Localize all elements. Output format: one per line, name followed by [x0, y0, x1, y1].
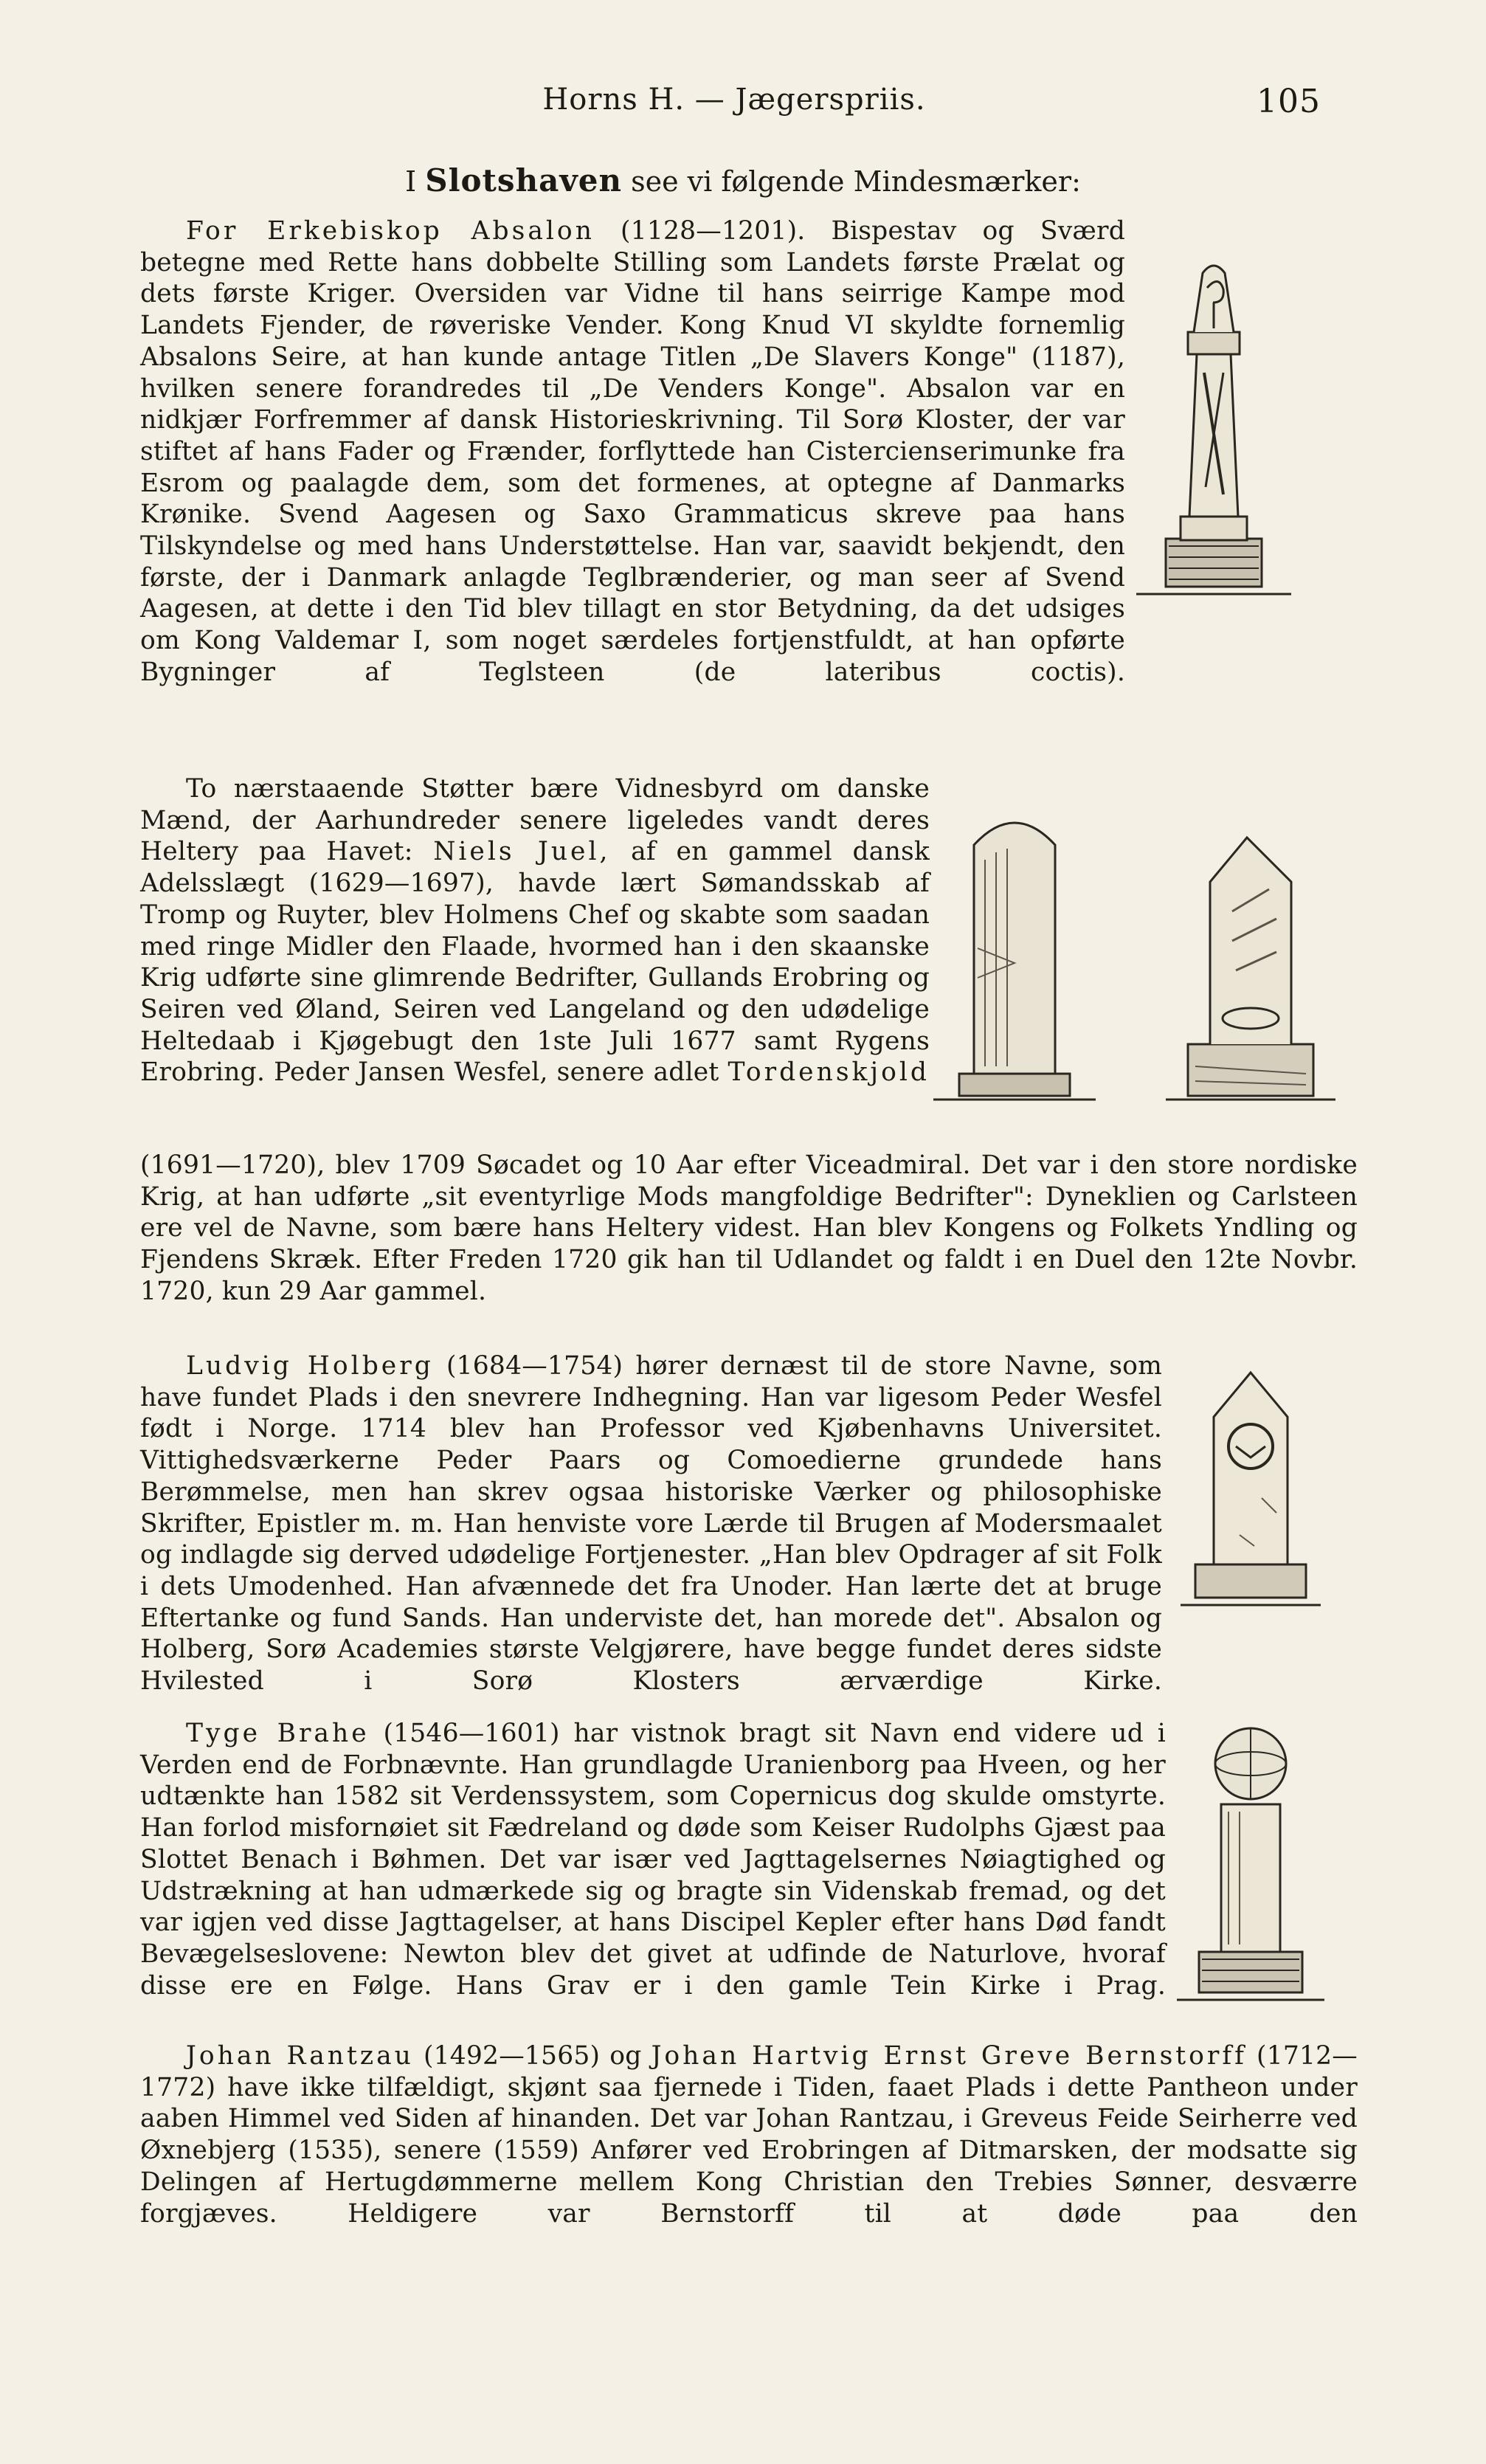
name-rantzau: Johan Rantzau — [186, 2041, 414, 2071]
text-tordenskjold: (1691—1720), blev 1709 Søcadet og 10 Aar efter Viceadmiral. Det var i den store nordiske Krig, at han udførte „sit eventyrlige Mods mangfoldige Bedrifter": Dyneklien og Carlsteen ere vel de Navne, som bære hans Heltery videst. Han blev Kongens og Folkets Yndling og Fjendens Skræk. Efter Freden 1720 gik han til Udlandet og faldt i en Duel den 12te Novbr. 1720, kun 29 Aar gammel. — [140, 1150, 1358, 1306]
page-header — [148, 83, 1321, 120]
name-brahe: Tyge Brahe — [186, 1719, 370, 1748]
name-holberg: Ludvig Holberg — [186, 1351, 434, 1381]
paragraph-absalon — [140, 215, 1125, 689]
broken-column-monument-icon — [1166, 823, 1335, 1103]
name-juel: Niels Juel, — [433, 837, 611, 867]
paragraph-rantzau — [140, 2040, 1358, 2229]
text-holberg: (1684—1754) hører dernæst til de store Navne, som have fundet Plads i den snevrere Indhegning. Han var ligesom Peder Wesfel født i Norge. 1714 blev han Professor ved Kjøbenhavns Universitet. Vittighedsværkerne Peder Paars og Comoedierne grundede hans Berømmelse, men han skrev ogsaa historiske Værker og philosophiske Skrifter, Epistler m. m. Han henviste vore Lærde til Brugen af Modersmaalet og indlagde sig derved udødelige Fortjenester. „Han blev Opdrager af sit Folk i dets Umodenhed. Han afvænnede det fra Unoder. Han lærte det at bruge Eftertanke og fund Sands. Han underviste det, han morede det". Absalon og Holberg, Sorø Academies største Velgjørere, have begge fundet deres sidste Hvilested i Sorø Klosters ærværdige Kirke. — [140, 1351, 1162, 1697]
text-rantzau-a: (1492—1565) og — [423, 2041, 642, 2071]
text-absalon: (1128—1201). Bispestav og Sværd betegne med Rette hans dobbelte Stilling som Landets første Prælat og dets første Kriger. Oversiden var Vidne til hans seirrige Kampe mod Landets Fjender, de røveriske Vender. Kong Knud VI skyldte fornemlig Absalons Seire, at han kunde antage Titlen „De Slavers Konge" (1187), hvilken senere forandredes til „De Venders Konge". Absalon var en nidkjær Forfremmer af dansk Historieskrivning. Til Sorø Kloster, der var stiftet af hans Fader og Frænder, forflyttede han Cistercienserimunke fra Esrom og paalagde dem, som det formenes, at optegne af Danmarks Krønike. Svend Aagesen og Saxo Grammaticus skreve paa hans Tilskyndelse og med hans Understøttelse. Han var, saavidt bekjendt, den første, der i Danmark anlagde Teglbrænderier, og man seer af Svend Aagesen, at dette i den Tid blev tillagt en stor Betydning, da det udsiges om Kong Valdemar I, som noget særdeles fortjenstfuldt, at han opførte Bygninger af Teglsteen (de lateribus coctis). — [140, 216, 1126, 687]
paragraph-tordenskjold — [140, 1150, 1358, 1308]
paragraph-brahe — [140, 1718, 1166, 2001]
pyramid-monument-icon — [1181, 1365, 1321, 1609]
section-intro — [0, 162, 1486, 199]
running-title: Horns H. — Jægerspriis. — [542, 83, 926, 117]
text-juel-intro: To nærstaaende Støtter bære Vidnesbyrd om danske Mænd, der Aarhundreder senere ligeledes vandt deres Heltery paa Havet: — [140, 774, 930, 867]
holberg-monument-figure — [1181, 1365, 1321, 1609]
paragraph-holberg — [140, 1350, 1162, 1697]
name-bernstorff: Johan Hartvig Ernst Greve Bernstorff — [651, 2041, 1247, 2071]
name-tordenskjold: Tordenskjold — [728, 1057, 930, 1088]
tordenskjold-monument-figure — [1166, 823, 1335, 1103]
pillar-monument-icon — [933, 801, 1096, 1103]
text-juel: af en gammel dansk Adelsslægt (1629—1697), havde lært Sømandsskab af Tromp og Ruyter, blev Holmens Chef og skabte som saadan med ringe Midler den Flaade, hvormed han i den skaanske Krig udførte sine glimrende Bedrifter, Gullands Erobring og Seiren ved Øland, Seiren ved Langeland og den udødelige Heltedaab i Kjøgebugt den 1ste Juli 1677 samt Rygens Erobring. Peder Jansen Wesfel, senere adlet — [140, 837, 930, 1088]
text-rantzau-b: (1712—1772) have ikke tilfældigt, skjønt saa fjernede i Tiden, faaet Plads i dette Pantheon under aaben Himmel ved Siden af hinanden. Det var Johan Rantzau, i Greveus Feide Seirherre ved Øxnebjerg (1535), senere (1559) Anfører ved Erobringen af Ditmarsken, der modsatte sig Delingen af Hertugdømmerne mellem Kong Christian den Trebies Sønner, desværre forgjæves. Heldigere var Bernstorff til at døde paa den — [140, 2041, 1358, 2229]
page-number: 105 — [1257, 83, 1321, 120]
intro-place: Slotshaven — [425, 162, 622, 199]
paragraph-juel — [140, 773, 930, 1088]
text-brahe: (1546—1601) har vistnok bragt sit Navn end videre ud i Verden end de Forbnævnte. Han grundlagde Uranienborg paa Hveen, og her udtænkte han 1582 sit Verdenssystem, som Copernicus dog skulde omstyrte. Han forlod misfornøiet sit Fædreland og døde som Keiser Rudolphs Gjæst paa Slottet Benach i Bøhmen. Det var især ved Jagttagelsernes Nøiagtighed og Udstrækning at han udmærkede sig og bragte sin Videnskab fremad, og det var igjen ved disse Jagttagelser, at hans Discipel Kepler efter hans Død fandt Bevægelseslovene: Newton blev det givet at udfinde de Naturlove, hvoraf disse ere en Følge. Hans Grav er i den gamle Tein Kirke i Prag. — [140, 1719, 1166, 2001]
intro-text: see vi følgende Mindesmærker: — [631, 165, 1081, 198]
intro-prefix: I — [405, 165, 417, 198]
absalon-monument-figure — [1136, 244, 1291, 598]
juel-monument-figure — [933, 801, 1096, 1103]
globe-column-monument-icon — [1177, 1716, 1324, 2004]
name-absalon: For Erkebiskop Absalon — [186, 216, 595, 246]
brahe-monument-figure — [1177, 1716, 1324, 2004]
obelisk-with-crosier-icon — [1136, 244, 1291, 598]
